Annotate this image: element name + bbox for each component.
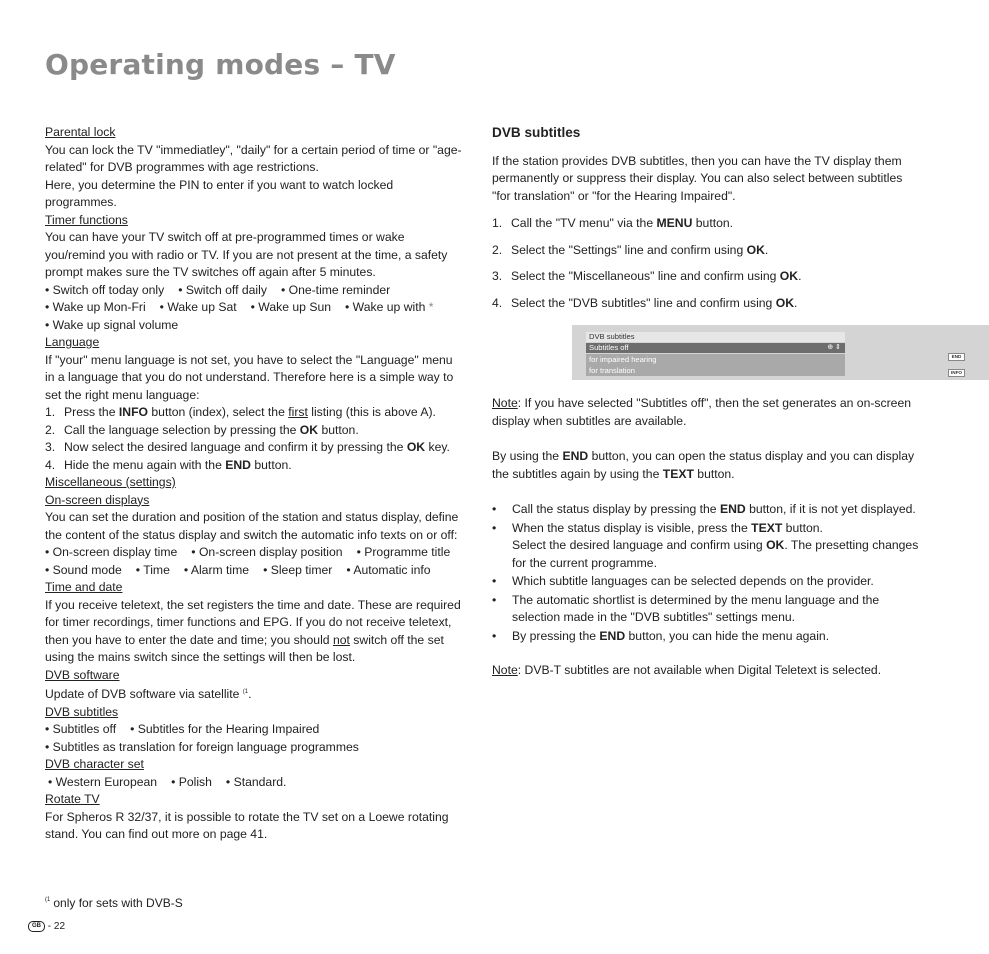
paragraph: For Spheros R 32/37, it is possible to rotate the TV set on a Loewe rotating stand. You can find out more on page 41.: [45, 809, 449, 841]
list-item: 3. Select the "Miscellaneous" line and confirm using OK.: [492, 269, 802, 283]
menu-header: DVB subtitles: [586, 332, 845, 342]
list-item: 1. Press the INFO button (index), select the first listing (this is above A).: [45, 405, 436, 419]
section-heading-timer-functions: Timer functions: [45, 212, 128, 227]
paragraph: If "your" menu language is not set, you have to select the "Language" menu in a language that you do not understand. Therefore here is a simple way to set the right menu language:: [45, 352, 454, 402]
paragraph: You can lock the TV "immediatley", "daily" for a certain period of time or "age-related" for DVB programmes with age restrictions.: [45, 142, 462, 174]
list-item: • Wake up signal volume: [45, 317, 179, 332]
list-item: • The automatic shortlist is determined by the menu language and the selection made in the "DVB subtitles" settings menu.: [492, 592, 880, 624]
list-item: • Subtitles off: [45, 722, 117, 736]
section-heading-dvb-subtitles: DVB subtitles: [45, 704, 119, 719]
navigation-icon: ⊕ ⇕: [827, 344, 841, 351]
dvb-subtitles-menu: [586, 332, 845, 376]
list-item: • Wake up with *: [345, 299, 434, 317]
list-item: 3. Now select the desired language and confirm it by pressing the OK key.: [45, 440, 450, 454]
bullet-row: [45, 544, 465, 562]
bullet-row: [45, 282, 465, 300]
list-item: • Polish: [171, 774, 212, 789]
note: Note: If you have selected "Subtitles off", then the set generates an on-screen display when subtitles are available.: [492, 396, 912, 428]
tv-menu-screenshot: [572, 325, 989, 380]
language-steps: [45, 404, 465, 474]
paragraph: If the station provides DVB subtitles, then you can have the TV display them permanently or suppress their display. You can also select between subtitles "for translation" or "for the Hearing Impaired".: [492, 153, 903, 203]
list-item: 1. Call the "TV menu" via the MENU button.: [492, 216, 734, 230]
list-item: • Standard.: [225, 774, 287, 789]
dvb-subtitle-steps: [492, 215, 922, 312]
section-heading-dvb-software: DVB software: [45, 667, 120, 682]
page-title: Operating modes – TV: [45, 48, 396, 81]
list-item: • Switch off daily: [178, 282, 267, 297]
bullet-row: [45, 299, 465, 317]
paragraph: You can set the duration and position of the station and status display, define the content of the status display and switch the automatic info texts on or off:: [45, 510, 459, 542]
end-key-icon: END: [948, 353, 965, 361]
bullet-row: [45, 721, 465, 739]
list-item: • Time: [135, 562, 170, 577]
left-column: [45, 124, 465, 844]
list-item: • Subtitles for the Hearing Impaired: [130, 722, 320, 736]
paragraph: You can have your TV switch off at pre-programmed times or wake you/remind you with radio or TV. If you are not present at the time, a safety prompt makes sure the TV switches off again after 5 minutes.: [45, 230, 448, 279]
paragraph: Update of DVB software via satellite $^{(1}$.: [45, 687, 252, 701]
list-item: • Programme title: [356, 545, 451, 559]
section-heading-dvb-character-set: DVB character set: [45, 757, 144, 771]
list-item: • Switch off today only: [45, 282, 165, 297]
bullet-row: [45, 774, 465, 792]
list-item: • By pressing the END button, you can hide the menu again.: [492, 628, 830, 643]
menu-item-translation[interactable]: for translation: [589, 366, 636, 375]
subheading-on-screen-displays: On-screen displays: [45, 492, 150, 507]
list-item: • Wake up Sun: [250, 300, 332, 314]
section-heading-language: Language: [45, 335, 100, 349]
info-key-icon: INFO: [948, 369, 965, 377]
menu-item-subtitles-off[interactable]: Subtitles off ⊕ ⇕: [586, 343, 845, 353]
list-item: • One-time reminder: [280, 282, 391, 297]
list-item: • Call the status display by pressing the END button, if it is not yet displayed.: [492, 502, 916, 516]
list-item: 4. Hide the menu again with the END button.: [45, 457, 292, 472]
section-heading-rotate-tv: Rotate TV: [45, 792, 100, 806]
paragraph: Here, you determine the PIN to enter if you want to watch locked programmes.: [45, 177, 394, 209]
note: Note: DVB-T subtitles are not available when Digital Teletext is selected.: [492, 663, 882, 677]
menu-options: [586, 354, 845, 376]
paragraph: By using the END button, you can open the status display and you can display the subtitles again by using the TEXT button.: [492, 449, 915, 481]
bullet-list: [492, 501, 922, 645]
asterisk-mark: *: [428, 300, 434, 314]
list-item: • Sound mode: [45, 562, 122, 577]
list-item: • Wake up Sat: [159, 300, 237, 314]
list-item: • Automatic info: [346, 562, 431, 577]
list-item: • Which subtitle languages can be selected depends on the provider.: [492, 574, 874, 588]
list-item: • Western European: [48, 774, 158, 789]
footnote-marker: (1: [45, 897, 51, 903]
list-item: • When the status display is visible, press the TEXT button. Select the desired language and confirm using OK. The presetting changes for the current programme.: [492, 520, 919, 570]
right-column: [492, 124, 962, 680]
list-item: 2. Select the "Settings" line and confirm using OK.: [492, 242, 769, 257]
menu-item-impaired-hearing[interactable]: for impaired hearing: [589, 355, 657, 364]
section-heading-parental-lock: Parental lock: [45, 125, 116, 139]
list-item: 2. Call the language selection by pressing the OK button.: [45, 422, 359, 437]
page-number: GB - 22: [28, 921, 65, 933]
section-heading-miscellaneous: Miscellaneous (settings): [45, 475, 176, 489]
paragraph: If you receive teletext, the set registers the time and date. These are required for timer recordings, timer functions and EPG. If you do not receive teletext, then you have to enter the date and time; you should not switch off the set using the mains switch since the settings will then be lost.: [45, 597, 461, 664]
footnote-marker: (1: [242, 689, 249, 695]
section-heading-dvb-subtitles-main: DVB subtitles: [492, 125, 581, 140]
list-item: • Sleep timer: [263, 562, 333, 577]
list-item: • Subtitles as translation for foreign language programmes: [45, 739, 359, 754]
list-item: • On-screen display time: [45, 545, 178, 559]
section-heading-time-and-date: Time and date: [45, 580, 123, 594]
bullet-row: [45, 562, 465, 580]
country-badge-icon: GB: [28, 921, 45, 932]
list-item: • Wake up Mon-Fri: [45, 300, 146, 314]
list-item: 4. Select the "DVB subtitles" line and confirm using OK.: [492, 295, 798, 310]
footnote: $^{(1}$ only for sets with DVB-S: [45, 896, 183, 910]
list-item: • Alarm time: [183, 562, 250, 577]
list-item: • On-screen display position: [191, 545, 343, 559]
